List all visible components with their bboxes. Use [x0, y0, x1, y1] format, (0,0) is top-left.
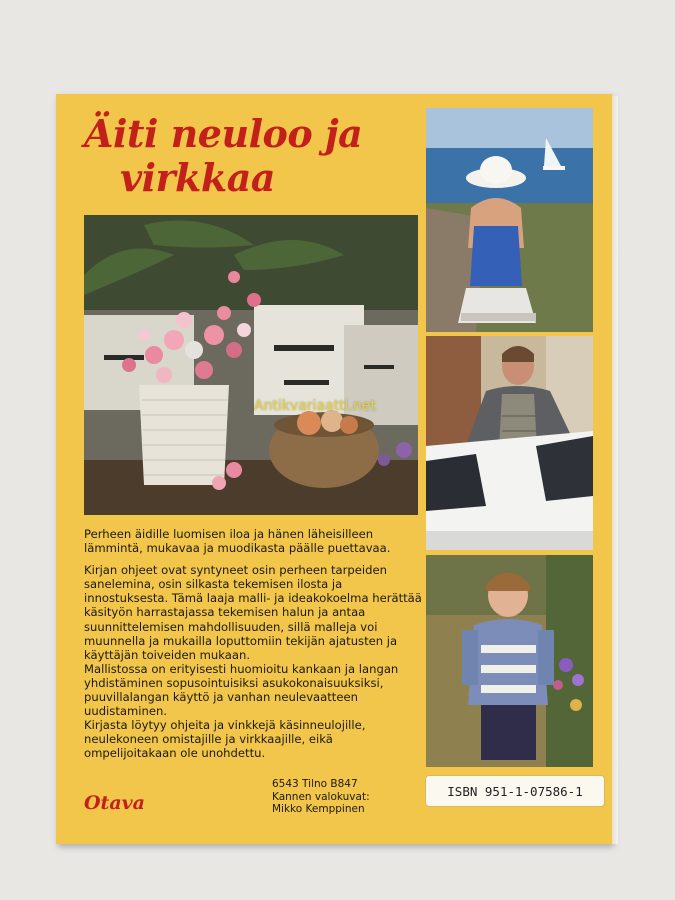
photo-crocheted-flower-pot — [84, 215, 418, 515]
photo-child-in-patterned-sweater — [426, 555, 593, 767]
photo-credits — [272, 778, 422, 816]
photo-man-in-knit-vest — [426, 336, 593, 550]
isbn-sticker: ISBN 951-1-07586-1 — [425, 775, 605, 807]
blurb-intro: Perheen äidille luomisen iloa ja hänen läheisilleen lämmintä, mukavaa ja muodikasta päälle puettavaa. — [84, 527, 391, 556]
title-line-1: Äiti neuloo ja — [84, 111, 363, 156]
blurb-text — [84, 527, 424, 761]
credit-line: 6543 Tilno B847 — [272, 778, 358, 790]
photo-woman-in-knit-top — [426, 108, 593, 332]
blurb-paragraph: Kirjan ohjeet ovat syntyneet osin perheen tarpeiden sanelemina, osin silkasta tekemisen ilosta ja innostuksesta. Tämä laaja malli- ja ideakokoelma herättää käsityön harrastajassa tekemisen halun ja antaa suunnittelemisen mahdollisuuden, sillä malleja voi muunnella ja mukailla loputtomiin tekijän ajatusten ja käyttäjän toiveiden mukaan. — [84, 563, 422, 662]
watermark-text: Antikvariaatti.net — [254, 398, 376, 414]
publisher-logo: Otava — [84, 792, 145, 814]
credit-line: Kannen valokuvat: — [272, 790, 370, 803]
blurb-paragraph: Mallistossa on erityisesti huomioitu kankaan ja langan yhdistäminen sopusointuisiksi asukokonaisuuksiksi, puuvillalangan käyttö ja vanhan neulevaatteen uudistaminen. — [84, 661, 399, 719]
title-line-2: virkkaa — [120, 155, 275, 200]
book-title — [84, 112, 414, 200]
blurb-paragraph: Kirjasta löytyy ohjeita ja vinkkejä käsinneulojille, neulekoneen omistajille ja virkkaajille, eikä ompelijoitakaan ole unohdettu. — [84, 718, 366, 761]
credit-line: Mikko Kemppinen — [272, 803, 365, 815]
cover-edge — [612, 96, 618, 844]
